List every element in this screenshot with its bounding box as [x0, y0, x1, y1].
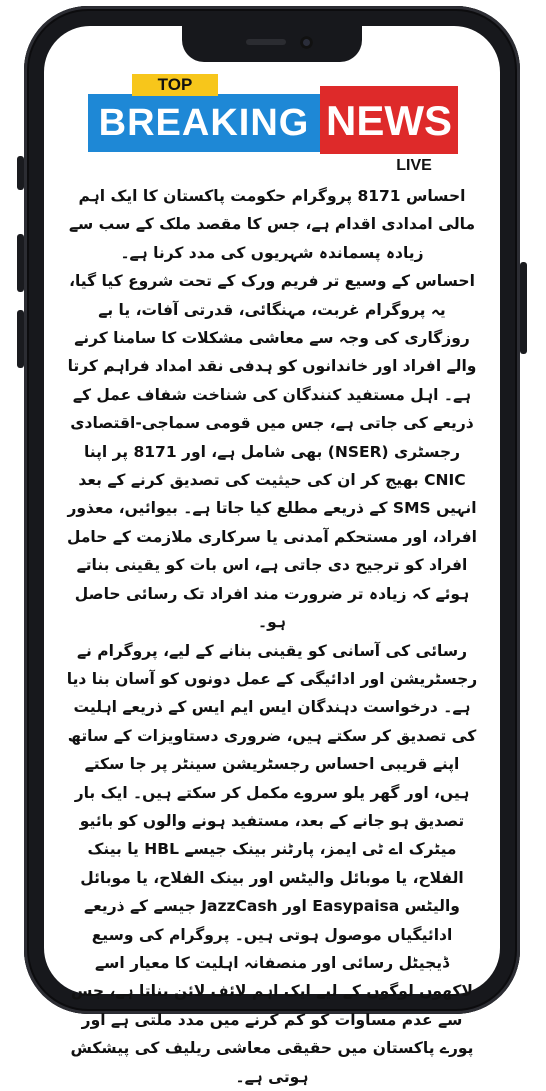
- speaker-grille: [246, 39, 286, 45]
- phone-screen: [44, 26, 500, 994]
- camera-icon: [300, 36, 313, 49]
- phone-frame: [24, 6, 520, 1014]
- breaking-news-banner: [88, 74, 458, 180]
- live-badge: LIVE: [380, 154, 448, 178]
- article-paragraph: احساس 8171 پروگرام حکومت پاکستان کا ایک اہم مالی امدادی اقدام ہے، جس کا مقصد ملک کے سب سے زیادہ پسماندہ شہریوں کی مدد کرنا ہے۔: [66, 182, 478, 267]
- article-paragraph: رسائی کی آسانی کو یقینی بنانے کے لیے، پروگرام نے رجسٹریشن اور ادائیگی کے عمل دونوں کو آسان بنا دیا ہے۔ درخواست دہندگان ایس ایم ایس کے ذریعے اہلیت کی تصدیق کر سکتے ہیں، ضروری دستاویزات کے ساتھ اپنے قریبی احساس رجسٹریشن سینٹر پر جا سکتے ہیں، اور گھر یلو سروے مکمل کر سکتے ہیں۔ ایک بار تصدیق ہو جانے کے بعد، مستفید ہونے والوں کو بائیو میٹرک اے ٹی ایمز، پارٹنر بینک جیسے HBL یا بینک الفلاح، یا موبائل والیٹس اور بینک الفلاح، یا موبائل والیٹس Easypaisa اور JazzCash جیسے کے ذریعے ادائیگیاں موصول ہوتی ہیں۔ پروگرام کی وسیع ڈیجیٹل رسائی اور منصفانہ اہلیت کا معیار اسے لاکھوں لوگوں کے لیے ایک اہم لائف لائن بناتا ہے، جس سے عدم مساوات کو کم کرنے میں مدد ملتی ہے اور پورے پاکستان میں حقیقی معاشی ریلیف کی پیشکش ہوتی ہے۔: [66, 637, 478, 1091]
- volume-up-button: [17, 234, 24, 292]
- breaking-label: BREAKING: [88, 94, 320, 152]
- news-label: NEWS: [320, 86, 458, 154]
- power-button: [520, 262, 527, 354]
- article-paragraph: احساس کے وسیع تر فریم ورک کے تحت شروع کیا گیا، یہ پروگرام غربت، مہنگائی، قدرتی آفات، یا بے روزگاری کی وجہ سے معاشی مشکلات کا سامنا کرنے والے افراد اور خاندانوں کو ہدفی نقد امداد فراہم کرتا ہے۔ اہل مستفید کنندگان کی شناخت شفاف عمل کے ذریعے کی جاتی ہے، جس میں قومی سماجی-اقتصادی رجسٹری (NSER) بھی شامل ہے، اور 8171 پر اپنا CNIC بھیج کر ان کی حیثیت کی تصدیق کرنے کے بعد انہیں SMS کے ذریعے مطلع کیا جاتا ہے۔ بیوائیں، معذور افراد، اور مستحکم آمدنی یا سرکاری ملازمت کے حامل افراد کو ترجیح دی جاتی ہے، اس بات کو یقینی بناتے ہوئے کہ زیادہ تر ضرورت مند افراد تک رسائی حاصل ہو۔: [66, 267, 478, 636]
- notch: [182, 26, 362, 62]
- volume-down-button: [17, 310, 24, 368]
- mute-switch: [17, 156, 24, 190]
- top-badge: TOP: [132, 74, 218, 96]
- article-body: [66, 182, 478, 1091]
